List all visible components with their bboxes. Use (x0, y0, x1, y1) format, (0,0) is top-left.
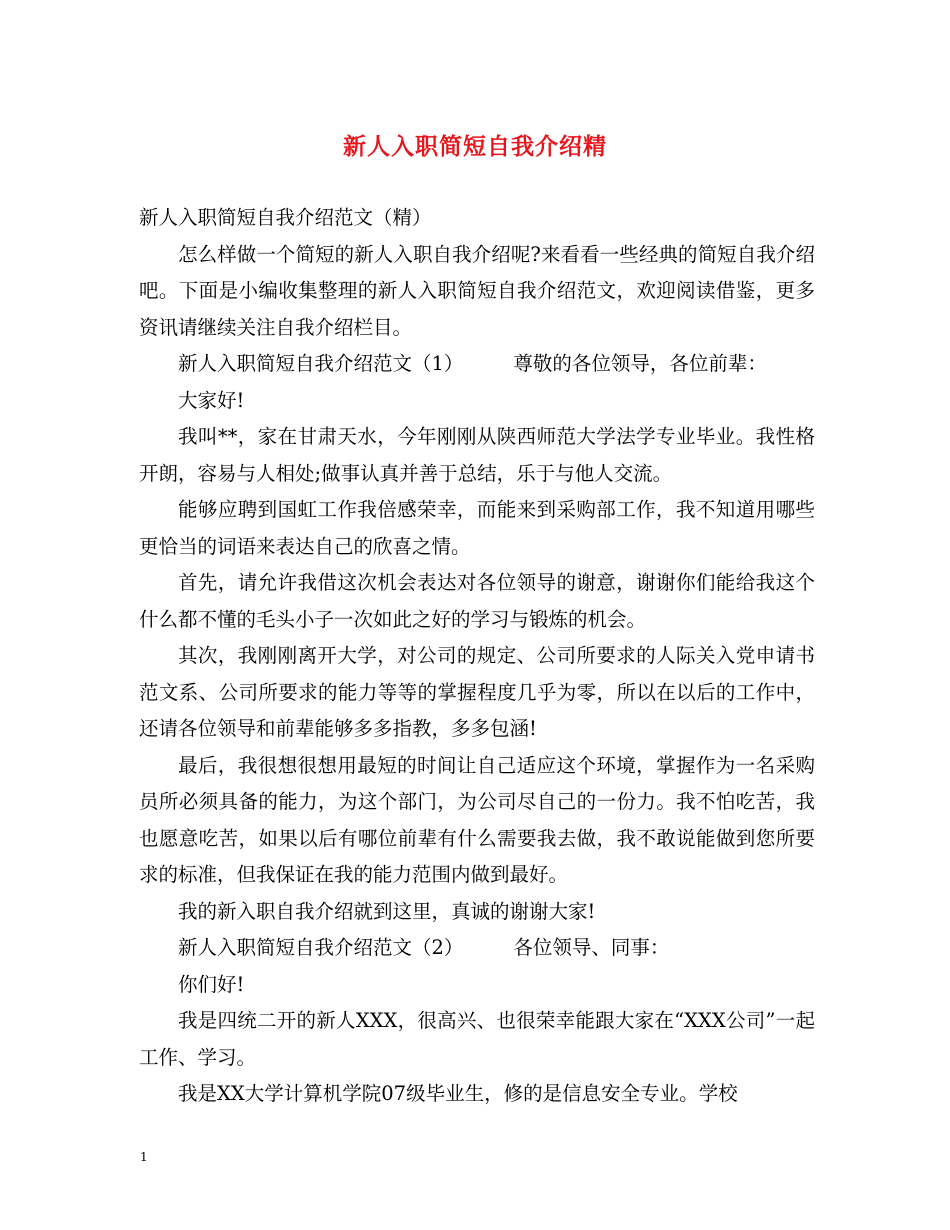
document-body (139, 200, 815, 1113)
sample-2-salutation: 各位领导、同事： (513, 936, 670, 959)
document-title: 新人入职简短自我介绍精 (343, 133, 607, 160)
sample-1-heading-paragraph (139, 346, 815, 383)
greeting-paragraph: 你们好! (178, 972, 245, 996)
closing-paragraph: 我的新入职自我介绍就到这里，真诚的谢谢大家! (178, 899, 596, 923)
subtitle-paragraph: 新人入职简短自我介绍范文（精） (139, 206, 432, 229)
body-paragraph: 其次，我刚刚离开大学，对公司的规定、公司所要求的人际关入党申请书范文系、公司所要求的能力等等的掌握程度几乎为零，所以在以后的工作中，还请各位领导和前辈能够多多指教，多多包涵! (139, 644, 815, 740)
body-paragraph: 我是四统二开的新人XXX，很高兴、也很荣幸能跟大家在“XXX公司”一起工作、学习。 (139, 1009, 815, 1069)
body-paragraph: 最后，我很想很想用最短的时间让自己适应这个环境，掌握作为一名采购员所必须具备的能力，为这个部门，为公司尽自己的一份力。我不怕吃苦，我也愿意吃苦，如果以后有哪位前辈有什么需要我去做，我不敢说能做到您所要求的标准，但我保证在我的能力范围内做到最好。 (139, 753, 815, 886)
sample-1-salutation: 尊敬的各位领导，各位前辈： (513, 352, 767, 375)
body-paragraph: 首先，请允许我借这次机会表达对各位领导的谢意，谢谢你们能给我这个什么都不懂的毛头小子一次如此之好的学习与锻炼的机会。 (139, 571, 815, 631)
sample-2-heading: 新人入职简短自我介绍范文（2） (178, 936, 464, 959)
body-paragraph: 我叫**，家在甘肃天水，今年刚刚从陕西师范大学法学专业毕业。我性格开朗，容易与人相处;做事认真并善于总结，乐于与他人交流。 (139, 425, 815, 485)
body-paragraph: 能够应聘到国虹工作我倍感荣幸，而能来到采购部工作，我不知道用哪些更恰当的词语来表达自己的欣喜之情。 (139, 498, 815, 558)
sample-2-heading-paragraph (139, 930, 815, 967)
body-paragraph: 我是XX大学计算机学院07级毕业生，修的是信息安全专业。学校 (178, 1082, 738, 1105)
sample-1-heading: 新人入职简短自我介绍范文（1） (178, 352, 464, 375)
intro-paragraph: 怎么样做一个简短的新人入职自我介绍呢?来看看一些经典的简短自我介绍吧。下面是小编收集整理的新人入职简短自我介绍范文，欢迎阅读借鉴，更多资讯请继续关注自我介绍栏目。 (139, 242, 815, 339)
page-number: 1 (140, 1150, 148, 1164)
greeting-paragraph: 大家好! (178, 388, 245, 412)
